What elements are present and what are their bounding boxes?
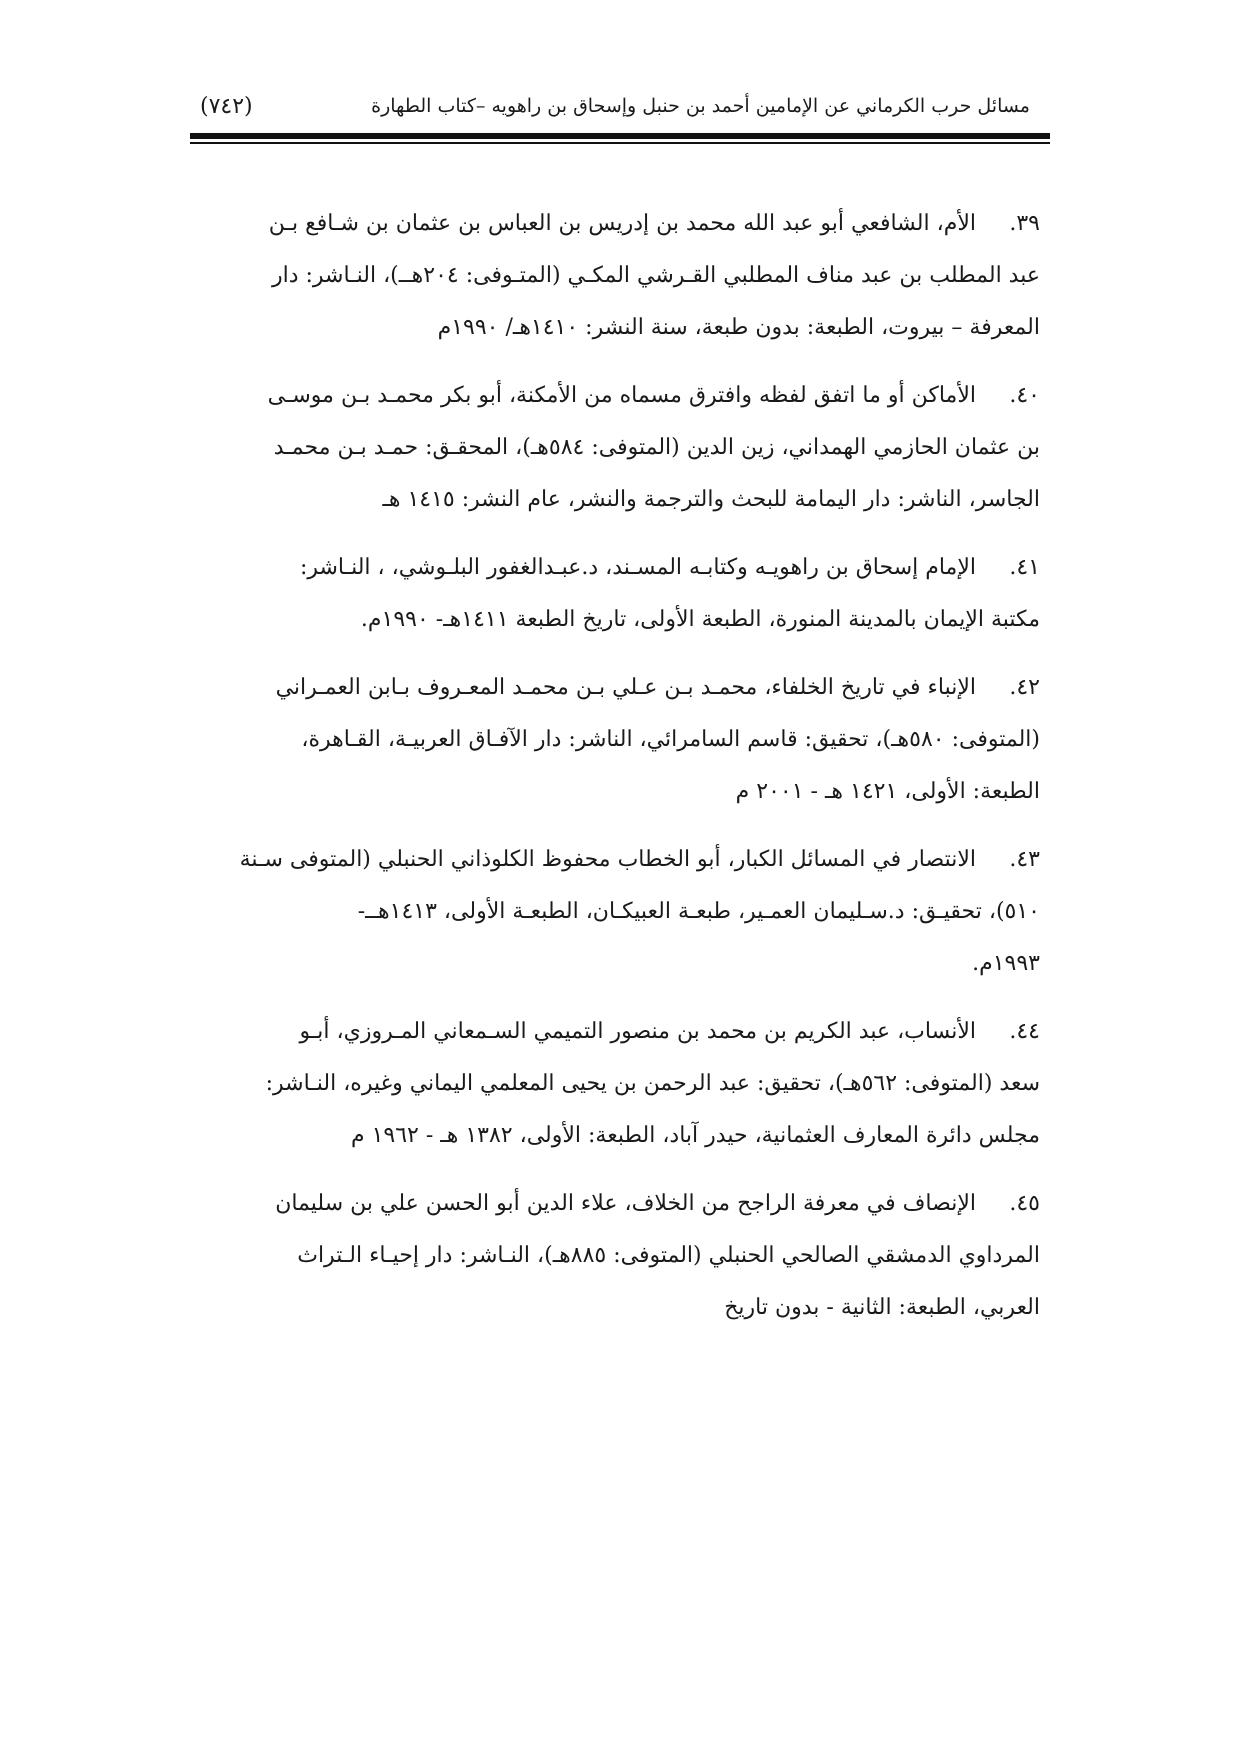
header-title: مسائل حرب الكرماني عن الإمامين أحمد بن حنبل وإسحاق بن راهويه –كتاب الطهارة [371, 95, 1030, 117]
bibliography-entry-40 [190, 370, 1040, 526]
bibliography-entry-44 [190, 1006, 1040, 1162]
bibliography-list [190, 198, 1040, 1350]
entry-number: ٤٤. [1009, 1019, 1040, 1044]
header-rule-thick [190, 133, 1050, 139]
entry-line: الطبعة: الأولى، ١٤٢١ هـ - ٢٠٠١ م [735, 779, 1040, 804]
header-rule-thin [190, 142, 1050, 144]
entry-line: ٥١٠)، تحقيـق: د.سـليمان العمـير، طبعـة العبيكـان، الطبعـة الأولى، ١٤١٣هــ- [357, 899, 1040, 924]
entry-number: ٣٩. [1009, 211, 1040, 236]
entry-number: ٤٢. [1009, 675, 1040, 700]
bibliography-entry-41 [190, 542, 1040, 646]
entry-line: الأم، الشافعي أبو عبد الله محمد بن إدريس بن العباس بن عثمان بن شـافع بـن [268, 211, 976, 236]
entry-line: الإنصاف في معرفة الراجح من الخلاف، علاء الدين أبو الحسن علي بن سليمان [275, 1191, 976, 1216]
entry-line: الإمام إسحاق بن راهويـه وكتابـه المسـند، د.عبـدالغفور البلـوشي، ، النـاشر: [299, 555, 976, 580]
entry-number: ٤٣. [1009, 847, 1040, 872]
entry-number: ٤٥. [1009, 1191, 1040, 1216]
entry-line: الجاسر، الناشر: دار اليمامة للبحث والترجمة والنشر، عام النشر: ١٤١٥ هـ [382, 487, 1040, 512]
bibliography-entry-39 [190, 198, 1040, 354]
entry-line: الانتصار في المسائل الكبار، أبو الخطاب محفوظ الكلوذاني الحنبلي (المتوفى سـنة [239, 847, 976, 872]
page-number: (٧٤٢) [200, 93, 253, 119]
entry-line: المعرفة – بيروت، الطبعة: بدون طبعة، سنة النشر: ١٤١٠هـ/ ١٩٩٠م [437, 315, 1040, 340]
bibliography-entry-43 [190, 834, 1040, 990]
bibliography-entry-45 [190, 1178, 1040, 1334]
entry-line: ١٩٩٣م. [972, 951, 1040, 976]
entry-number: ٤١. [1009, 555, 1040, 580]
entry-line: الأنساب، عبد الكريم بن محمد بن منصور التميمي السـمعاني المـروزي، أبـو [299, 1019, 976, 1044]
bibliography-entry-42 [190, 662, 1040, 818]
entry-number: ٤٠. [1009, 383, 1040, 408]
entry-line: المرداوي الدمشقي الصالحي الحنبلي (المتوفى: ٨٨٥هـ)، النـاشر: دار إحيـاء الـتراث [297, 1243, 1040, 1268]
entry-line: العربي، الطبعة: الثانية - بدون تاريخ [724, 1295, 1040, 1320]
entry-line: مكتبة الإيمان بالمدينة المنورة، الطبعة الأولى، تاريخ الطبعة ١٤١١هـ- ١٩٩٠م. [360, 607, 1040, 632]
entry-line: سعد (المتوفى: ٥٦٢هـ)، تحقيق: عبد الرحمن بن يحيى المعلمي اليماني وغيره، النـاشر: [265, 1071, 1040, 1096]
entry-line: (المتوفى: ٥٨٠هـ)، تحقيق: قاسم السامرائي، الناشر: دار الآفـاق العربيـة، القـاهرة، [301, 727, 1040, 752]
entry-line: مجلس دائرة المعارف العثمانية، حيدر آباد، الطبعة: الأولى، ١٣٨٢ هـ - ١٩٦٢ م [350, 1123, 1040, 1148]
entry-text [190, 542, 1040, 646]
running-header [200, 86, 1030, 126]
entry-line: الإنباء في تاريخ الخلفاء، محمـد بـن عـلي بـن محمـد المعـروف بـابن العمـراني [275, 675, 976, 700]
entry-text [190, 662, 1040, 818]
entry-line: الأماكن أو ما اتفق لفظه وافترق مسماه من الأمكنة، أبو بكر محمـد بـن موسـى [267, 383, 976, 408]
entry-line: بن عثمان الحازمي الهمداني، زين الدين (المتوفى: ٥٨٤هـ)، المحقـق: حمـد بـن محمـد [273, 435, 1040, 460]
entry-line: عبد المطلب بن عبد مناف المطلبي القـرشي المكـي (المتـوفى: ٢٠٤هــ)، النـاشر: دار [271, 263, 1040, 288]
